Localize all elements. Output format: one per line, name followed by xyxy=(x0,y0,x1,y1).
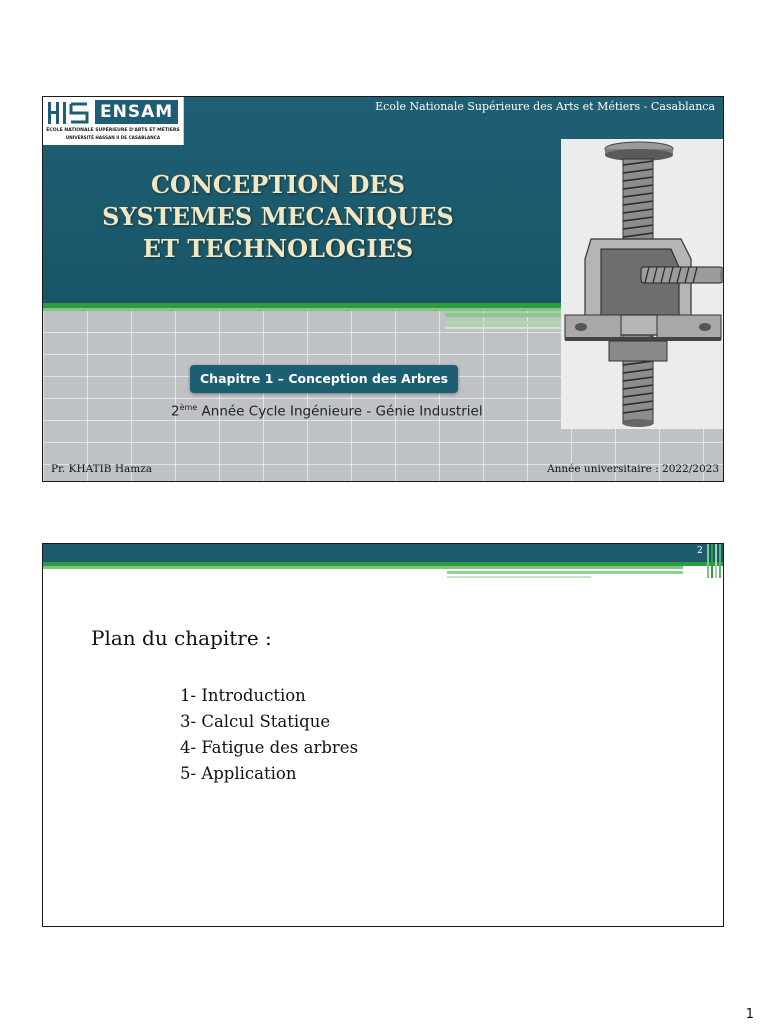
list-item: 1- Introduction xyxy=(180,686,306,705)
ensam-emblem-icon xyxy=(47,100,91,126)
screw-jack-image xyxy=(561,139,724,429)
green-accent-bar xyxy=(445,313,563,317)
slide-number: 2 xyxy=(697,546,703,556)
title-line: SYSTEMES MECANIQUES xyxy=(102,202,454,231)
green-accent-bar xyxy=(445,321,563,324)
green-stripe-light xyxy=(43,308,563,311)
page-number: 1 xyxy=(745,1007,754,1022)
logo-subline: ÉCOLE NATIONALE SUPÉRIEURE D'ARTS ET MÉTIERS xyxy=(46,128,180,133)
title-slide xyxy=(42,96,724,482)
title-line: ET TECHNOLOGIES xyxy=(142,234,414,263)
green-accent-bar xyxy=(447,571,683,574)
school-name: Ecole Nationale Supérieure des Arts et Métiers - Casablanca xyxy=(375,100,715,113)
course-subtitle xyxy=(171,403,483,420)
outline-heading: Plan du chapitre : xyxy=(91,626,272,650)
list-item: 5- Application xyxy=(180,764,297,783)
outline-slide xyxy=(42,543,724,927)
ensam-logo xyxy=(43,97,184,145)
outline-list xyxy=(180,683,358,787)
list-item: 4- Fatigue des arbres xyxy=(180,738,359,757)
decorative-bars-icon xyxy=(703,544,724,578)
subtitle-text: Année Cycle Ingénieure - Génie Industriel xyxy=(197,403,483,420)
logo-subline: UNIVERSITÉ HASSAN II DE CASABLANCA xyxy=(65,135,161,140)
green-accent-bar xyxy=(447,576,591,578)
logo-text: ENSAM xyxy=(95,100,178,124)
title-line: CONCEPTION DES xyxy=(150,170,406,199)
author: Pr. KHATIB Hamza xyxy=(51,463,152,475)
green-stripe-light xyxy=(43,566,683,569)
green-accent-bar xyxy=(445,327,563,329)
subtitle-superscript: ème xyxy=(179,403,198,412)
subtitle-number: 2 xyxy=(171,403,180,420)
academic-year: Année universitaire : 2022/2023 xyxy=(547,463,719,475)
list-item: 3- Calcul Statique xyxy=(180,712,331,731)
header-bar xyxy=(43,544,724,562)
slide-title xyxy=(63,169,493,265)
chapter-label: Chapitre 1 – Conception des Arbres xyxy=(190,365,458,393)
